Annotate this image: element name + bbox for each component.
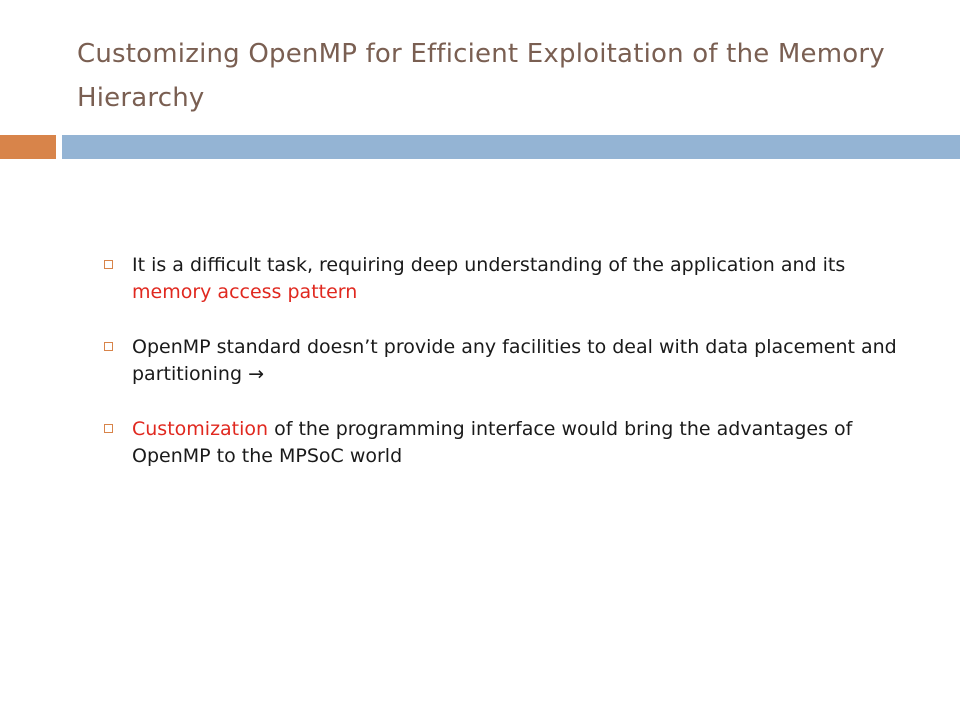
bullet-item (104, 252, 904, 306)
accent-bar-orange (0, 135, 56, 159)
bullet-text: of the programming interface would bring the advantages of OpenMP to the MPSoC world (132, 418, 853, 467)
accent-bar-blue (62, 135, 960, 159)
slide-title: Customizing OpenMP for Efficient Exploitation of the Memory Hierarchy (77, 39, 885, 113)
bullet-text: It is a difficult task, requiring deep understanding of the application and its (132, 254, 846, 276)
right-arrow-icon: → (248, 363, 264, 385)
bullet-text: OpenMP standard doesn’t provide any facilities to deal with data placement and partitioning (132, 336, 897, 385)
bullet-item (104, 416, 904, 470)
square-bullet-icon (104, 260, 113, 269)
bullet-item (104, 334, 904, 388)
bullet-highlight: Customization (132, 418, 269, 440)
square-bullet-icon (104, 424, 113, 433)
bullet-highlight: memory access pattern (132, 281, 358, 303)
square-bullet-icon (104, 342, 113, 351)
bullet-list (104, 252, 904, 498)
